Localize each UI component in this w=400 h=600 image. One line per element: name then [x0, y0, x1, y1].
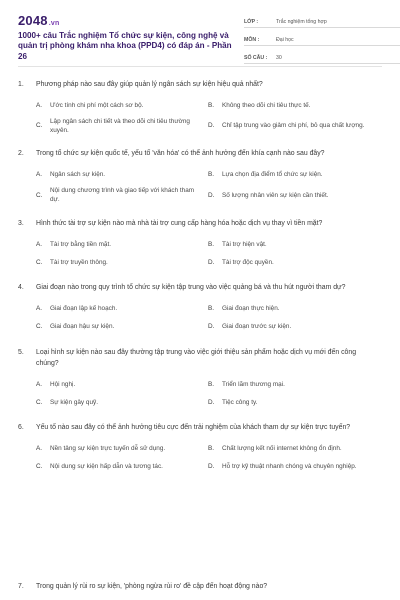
- meta-row-subject: [244, 31, 400, 46]
- option-c[interactable]: [36, 255, 208, 269]
- option-text: Chỉ tập trung vào giảm chi phí, bỏ qua chất lượng.: [222, 122, 365, 130]
- question-3: [18, 219, 382, 270]
- option-a[interactable]: [36, 302, 208, 316]
- question-stem: [18, 80, 382, 91]
- option-letter: C.: [36, 323, 43, 331]
- meta-panel: [244, 13, 400, 67]
- question-text: Loại hình sự kiện nào sau đây thường tập trung vào việc giới thiệu sản phẩm hoặc dịch vụ mới đến công chúng?: [36, 348, 357, 367]
- option-letter: A.: [36, 102, 43, 110]
- option-text: Hỗ trợ kỹ thuật nhanh chóng và chuyên nghiệp.: [222, 463, 357, 471]
- option-text: Giai đoạn thực hiện.: [222, 305, 280, 313]
- option-b[interactable]: [208, 99, 380, 113]
- option-text: Giai đoạn hậu sự kiện.: [50, 323, 115, 331]
- option-b[interactable]: [208, 377, 380, 391]
- option-letter: D.: [208, 191, 215, 199]
- meta-label: SỐ CÂU :: [244, 55, 268, 61]
- option-text: Tài trợ truyền thông.: [50, 258, 108, 266]
- option-letter: A.: [36, 445, 43, 453]
- question-4: [18, 283, 382, 334]
- option-text: Sự kiện gây quỹ.: [50, 398, 98, 406]
- option-text: Tài trợ bằng tiền mặt.: [50, 240, 112, 248]
- meta-label: MÔN :: [244, 37, 260, 43]
- question-number: 6.: [18, 424, 24, 432]
- option-text: Nền tảng sự kiện trực tuyến dễ sử dụng.: [50, 445, 166, 453]
- option-letter: C.: [36, 191, 43, 199]
- option-letter: B.: [208, 445, 215, 453]
- option-letter: D.: [208, 398, 215, 406]
- option-letter: B.: [208, 240, 215, 248]
- option-a[interactable]: [36, 442, 208, 456]
- question-stem: [18, 423, 382, 434]
- option-letter: A.: [36, 305, 43, 313]
- question-stem: [18, 348, 382, 369]
- question-text: Trong tổ chức sự kiện quốc tế, yếu tố 'văn hóa' có thể ảnh hưởng đến khía cạnh nào sau đây?: [36, 150, 325, 158]
- option-letter: D.: [208, 463, 215, 471]
- option-c[interactable]: [36, 117, 208, 136]
- option-text: Triển lãm thương mại.: [222, 380, 285, 388]
- option-letter: A.: [36, 380, 43, 388]
- meta-value: 30: [276, 55, 282, 61]
- option-text: Không theo dõi chi tiêu thực tế.: [222, 102, 311, 110]
- option-letter: C.: [36, 398, 43, 406]
- question-stem: [18, 219, 382, 230]
- meta-row-count: [244, 49, 400, 64]
- question-5: [18, 348, 382, 409]
- site-logo[interactable]: [18, 13, 59, 28]
- option-d[interactable]: [208, 395, 380, 409]
- option-text: Tài trợ hiện vật.: [222, 240, 267, 248]
- option-text: Số lượng nhân viên sự kiện cần thiết.: [222, 191, 329, 199]
- option-text: Lựa chọn địa điểm tổ chức sự kiện.: [222, 171, 323, 179]
- option-text: Hội nghị.: [50, 380, 76, 388]
- question-text: Phương pháp nào sau đây giúp quản lý ngân sách sự kiện hiệu quả nhất?: [36, 81, 263, 88]
- option-b[interactable]: [208, 237, 380, 251]
- option-letter: D.: [208, 323, 215, 331]
- question-number: 7.: [18, 583, 24, 590]
- option-b[interactable]: [208, 302, 380, 316]
- brand-name: 2048: [18, 13, 48, 28]
- option-text: Giai đoạn lập kế hoạch.: [50, 305, 118, 313]
- option-letter: C.: [36, 258, 43, 266]
- question-stem: [18, 283, 382, 294]
- option-letter: A.: [36, 240, 43, 248]
- option-text: Lập ngân sách chi tiết và theo dõi chi tiêu thường xuyên.: [50, 117, 190, 134]
- option-d[interactable]: [208, 117, 380, 136]
- option-d[interactable]: [208, 460, 380, 474]
- question-number: 2.: [18, 150, 24, 158]
- option-b[interactable]: [208, 442, 380, 456]
- option-c[interactable]: [36, 186, 208, 205]
- option-grid: [18, 377, 382, 409]
- option-letter: B.: [208, 102, 215, 110]
- option-text: Tiệc công ty.: [222, 398, 258, 406]
- option-c[interactable]: [36, 395, 208, 409]
- option-letter: A.: [36, 171, 43, 179]
- option-letter: B.: [208, 380, 215, 388]
- option-grid: [18, 99, 382, 136]
- option-d[interactable]: [208, 255, 380, 269]
- question-stem: [18, 149, 382, 160]
- header-divider: [18, 66, 382, 67]
- question-number: 4.: [18, 284, 24, 292]
- question-list: [18, 80, 382, 488]
- option-letter: C.: [36, 463, 43, 471]
- option-text: Nội dung sự kiện hấp dẫn và tương tác.: [50, 463, 163, 471]
- meta-label: LỚP :: [244, 19, 259, 25]
- option-grid: [18, 168, 382, 205]
- meta-value: Đại học: [276, 37, 294, 43]
- option-text: Ước tính chi phí một cách sơ bộ.: [50, 102, 144, 110]
- document-title: 1000+ câu Trắc nghiệm Tổ chức sự kiện, công nghệ và quản trị phòng khám nha khoa (PPD4) có đáp án - Phần 26: [18, 31, 232, 61]
- question-number: 5.: [18, 348, 24, 356]
- question-number: 1.: [18, 81, 24, 88]
- option-letter: B.: [208, 171, 215, 179]
- option-letter: B.: [208, 305, 215, 313]
- option-d[interactable]: [208, 320, 380, 334]
- question-stem: [18, 582, 382, 593]
- question-text: Giai đoạn nào trong quy trình tổ chức sự kiện tập trung vào việc quảng bá và thu hút người tham dự?: [36, 284, 346, 292]
- question-2: [18, 149, 382, 204]
- option-letter: D.: [208, 122, 215, 130]
- header: [18, 0, 382, 66]
- option-text: Nội dung chương trình và giao tiếp với khách tham dự.: [50, 186, 195, 204]
- question-text: Hình thức tài trợ sự kiện nào mà nhà tài trợ cung cấp hàng hóa hoặc dịch vụ thay vì tiền mặt?: [36, 219, 323, 227]
- option-text: Giai đoạn trước sự kiện.: [222, 323, 292, 331]
- question-1: [18, 80, 382, 135]
- option-d[interactable]: [208, 186, 380, 205]
- option-a[interactable]: [36, 237, 208, 251]
- option-b[interactable]: [208, 168, 380, 182]
- option-a[interactable]: [36, 99, 208, 113]
- option-a[interactable]: [36, 168, 208, 182]
- option-a[interactable]: [36, 377, 208, 391]
- option-c[interactable]: [36, 460, 208, 474]
- meta-value: Trắc nghiệm tổng hợp: [276, 19, 327, 25]
- option-text: Chất lượng kết nối internet không ổn định.: [222, 445, 342, 453]
- brand-suffix: .vn: [48, 20, 60, 27]
- option-letter: D.: [208, 258, 215, 266]
- meta-row-class: [244, 13, 400, 28]
- option-letter: C.: [36, 122, 43, 130]
- question-7: [18, 582, 382, 593]
- question-text: Yếu tố nào sau đây có thể ảnh hưởng tiêu cực đến trải nghiệm của khách tham dự sự kiện trực tuyến?: [36, 424, 351, 432]
- option-grid: [18, 237, 382, 269]
- question-6: [18, 423, 382, 474]
- option-text: Tài trợ độc quyền.: [222, 258, 274, 266]
- option-grid: [18, 442, 382, 474]
- question-text: Trong quản lý rủi ro sự kiện, 'phòng ngừa rủi ro' đề cập đến hoạt động nào?: [36, 583, 268, 590]
- option-grid: [18, 302, 382, 334]
- option-c[interactable]: [36, 320, 208, 334]
- option-text: Ngân sách sự kiện.: [50, 171, 106, 179]
- question-number: 3.: [18, 219, 24, 227]
